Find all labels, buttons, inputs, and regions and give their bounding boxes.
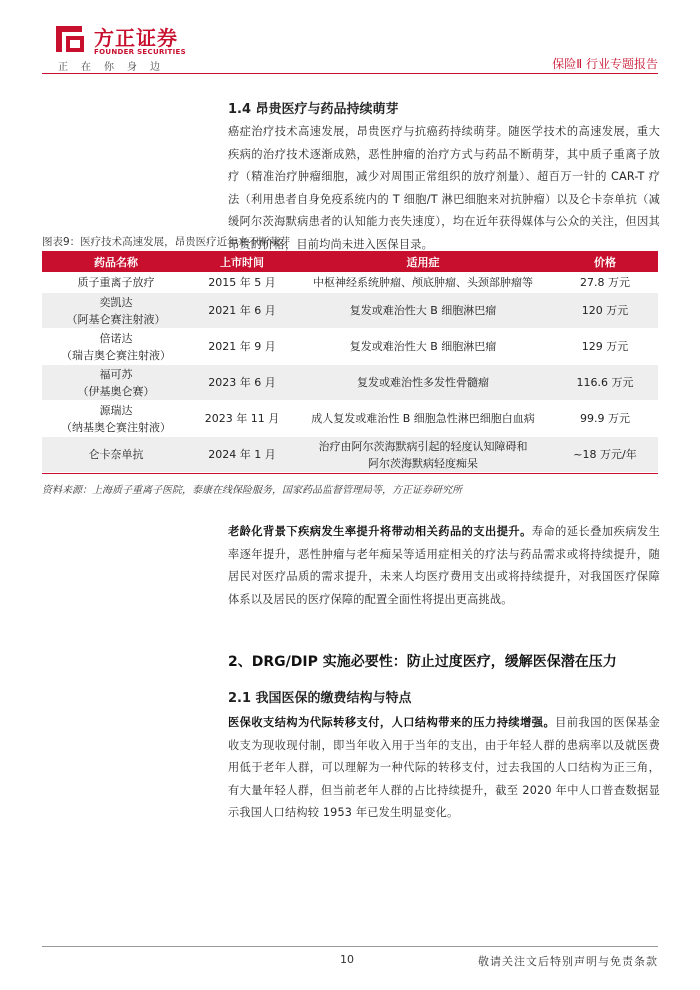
launch-date: 2024 年 1 月 <box>190 437 294 473</box>
drug-name: 质子重离子放疗 <box>42 272 190 293</box>
founder-logo-icon <box>52 20 88 56</box>
column-header: 价格 <box>552 251 658 272</box>
launch-date: 2021 年 9 月 <box>190 329 294 365</box>
price: 129 万元 <box>552 329 658 365</box>
table-source-note: 资料来源：上海质子重离子医院，泰康在线保险服务，国家药品监督管理局等，方正证券研究所 <box>42 485 462 496</box>
section-2-1-lead-sentence: 医保收支结构为代际转移支付，人口结构带来的压力持续增强。 <box>228 716 556 729</box>
aging-body-text: 寿命的延长叠加疾病发生率逐年提升，恶性肿瘤与老年痴呆等适用症相关的疗法与药品需求或将持续提升，随居民对医疗品质的需求提升，未来人均医疗费用支出或将持续提升，对我国医疗保障体系以及居民的医疗保障的配置全面性将提出更高挑战。 <box>228 525 661 606</box>
indication: 中枢神经系统肿瘤、颅底肿瘤、头颈部肿瘤等 <box>294 272 552 293</box>
drug-name: 福可苏 （伊基奥仑赛） <box>42 365 190 401</box>
figure-caption: 图表9：医疗技术高速发展，昂贵医疗近年来不断萌芽 <box>42 236 291 248</box>
header-divider <box>42 73 658 74</box>
column-header: 上市时间 <box>190 251 294 272</box>
drug-price-table <box>42 251 658 474</box>
column-header: 药品名称 <box>42 251 190 272</box>
aging-paragraph <box>228 521 660 611</box>
company-slogan: 正在你身边 <box>58 62 173 73</box>
drug-name: 仑卡奈单抗 <box>42 437 190 473</box>
price: ~18 万元/年 <box>552 437 658 473</box>
drug-name: 源瑞达 （纳基奥仑赛注射液） <box>42 401 190 437</box>
table-row <box>42 401 658 437</box>
table-row <box>42 293 658 329</box>
table-header-row <box>42 251 658 272</box>
indication: 复发或难治性多发性骨髓瘤 <box>294 365 552 401</box>
report-type-label: 保险Ⅱ 行业专题报告 <box>552 57 658 71</box>
section-2-1-paragraph <box>228 712 660 825</box>
launch-date: 2023 年 6 月 <box>190 365 294 401</box>
price: 99.9 万元 <box>552 401 658 437</box>
logo-english-name: FOUNDER SECURITIES <box>94 48 186 56</box>
table-row <box>42 329 658 365</box>
disclaimer-link: 敬请关注文后特别声明与免责条款 <box>478 955 658 968</box>
section-2-heading: 2、DRG/DIP 实施必要性：防止过度医疗，缓解医保潜在压力 <box>228 654 617 670</box>
indication: 治疗由阿尔茨海默病引起的轻度认知障碍和 阿尔茨海默病轻度痴呆 <box>294 437 552 473</box>
launch-date: 2021 年 6 月 <box>190 293 294 329</box>
footer-divider <box>42 946 658 947</box>
section-2-1-body-text: 目前我国的医保基金收支为现收现付制，即当年收入用于当年的支出，由于年轻人群的患病率以及就医费用低于老年人群，可以理解为一种代际的转移支付，过去我国的人口结构为正三角，有大量年轻人群，但当前老年人群的占比持续提升，截至 2020 年中人口普查数据显示我国人口结构较 1953 年已发生明显变化。 <box>228 716 660 819</box>
indication: 复发或难治性大 B 细胞淋巴瘤 <box>294 293 552 329</box>
aging-lead-sentence: 老龄化背景下疾病发生率提升将带动相关药品的支出提升。 <box>228 525 532 538</box>
page-number: 10 <box>340 953 354 966</box>
section-1-4-paragraph: 癌症治疗技术高速发展，昂贵医疗与抗癌药持续萌芽。随医学技术的高速发展，重大疾病的治疗技术逐渐成熟，恶性肿瘤的治疗方式与药品不断萌芽，其中质子重离子放疗（精准治疗肿瘤细胞，减少对周围正常组织的放疗剂量）、超百万一针的 CAR-T 疗法（利用患者自身免疫系统内的 T 细胞/T 淋巴细胞来对抗肿瘤）以及仑卡奈单抗（减缓阿尔茨海默病患者的认知能力丧失速度），均在近年获得媒体与公众的关注，但因其昂贵的价格，目前均尚未进入医保目录。 <box>228 125 660 251</box>
section-2-1-heading: 2.1 我国医保的缴费结构与特点 <box>228 691 412 706</box>
price: 116.6 万元 <box>552 365 658 401</box>
table-row <box>42 365 658 401</box>
logo-chinese-name: 方正证券 <box>94 26 178 50</box>
table-row <box>42 272 658 293</box>
column-header: 适用症 <box>294 251 552 272</box>
price: 120 万元 <box>552 293 658 329</box>
price: 27.8 万元 <box>552 272 658 293</box>
launch-date: 2015 年 5 月 <box>190 272 294 293</box>
section-1-4-heading: 1.4 昂贵医疗与药品持续萌芽 <box>228 102 399 117</box>
launch-date: 2023 年 11 月 <box>190 401 294 437</box>
indication: 复发或难治性大 B 细胞淋巴瘤 <box>294 329 552 365</box>
indication: 成人复发或难治性 B 细胞急性淋巴细胞白血病 <box>294 401 552 437</box>
drug-name: 奕凯达 （阿基仑赛注射液） <box>42 293 190 329</box>
drug-name: 倍诺达 （瑞吉奥仑赛注射液） <box>42 329 190 365</box>
table-row <box>42 437 658 473</box>
